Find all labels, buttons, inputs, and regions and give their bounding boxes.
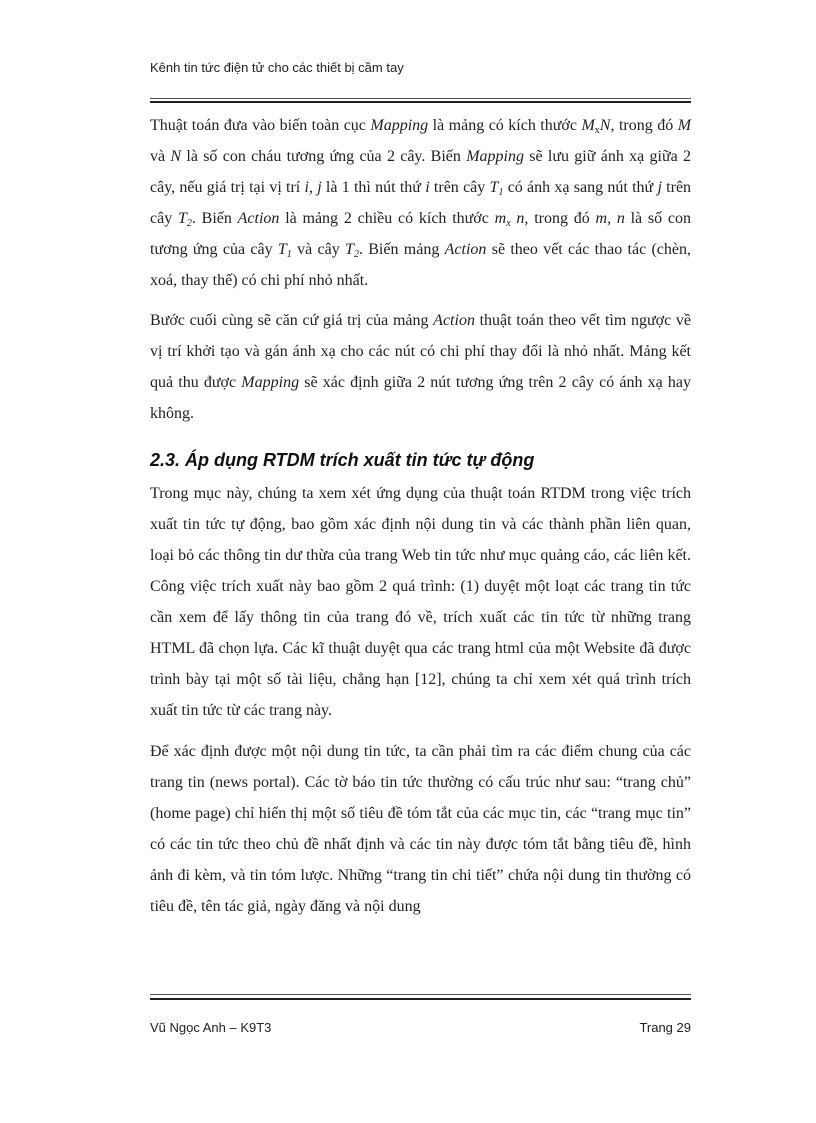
paragraph-news-structure: Để xác định được một nội dung tin tức, ta cần phải tìm ra các điểm chung của các trang tin (news portal). Các tờ báo tin tức thường có cấu trúc như sau: “trang chủ” (home page) chỉ hiển thị một số tiêu đề tóm tắt của các mục tin, các “trang mục tin” có các tin tức theo chủ đề nhất định và các tin này được tóm tắt bằng tiêu đề, hình ảnh đi kèm, và tin tóm lược. Những “trang tin chi tiết” chứa nội dung tin thường có tiêu đề, tên tác giả, ngày đăng và nội dung (150, 743, 691, 915)
paragraph-final-step: Bước cuối cùng sẽ căn cứ giá trị của mảng Action thuật toán theo vết tìm ngược về vị trí khởi tạo và gán ánh xạ cho các nút có chi phí thay đổi là nhỏ nhất. Mảng kết quả thu được Mapping sẽ xác định giữa 2 nút tương ứng trên 2 cây có ánh xạ hay không. (150, 312, 692, 422)
header-rule-thick (150, 101, 691, 103)
paragraph-group-3 (150, 478, 691, 726)
paragraph-mapping: Thuật toán đưa vào biến toàn cục Mapping là mảng có kích thước $M_xN$, trong đó M và N là số con cháu tương ứng của 2 cây. Biến Mapping sẽ lưu giữ ánh xạ giữa 2 cây, nếu giá trị tại vị trí i, j là 1 thì nút thứ i trên cây $T_1$ có ánh xạ sang nút thứ j trên cây $T_2$. Biến Action là mảng 2 chiều có kích thước $m_x$ n, trong đó m, n là số con tương ứng của cây $T_1$ và cây $T_2$. Biến mảng Action sẽ theo vết các thao tác (chèn, xoá, thay thế) có chi phí nhỏ nhất. (150, 117, 692, 289)
running-header: Kênh tin tức điện tử cho các thiết bị cầm tay (150, 60, 404, 75)
paragraph-group-2 (150, 305, 691, 429)
section-heading-wrap (150, 450, 691, 471)
paragraph-group-1 (150, 110, 691, 296)
paragraph-application: Trong mục này, chúng ta xem xét ứng dụng của thuật toán RTDM trong việc trích xuất tin tức tự động, bao gồm xác định nội dung tin và các thành phần liên quan, loại bỏ các thông tin dư thừa của trang Web tin tức như mục quảng cáo, các liên kết. Công việc trích xuất này bao gồm 2 quá trình: (1) duyệt một loạt các trang tin tức cần xem để lấy thông tin của trang đó về, trích xuất các tin tức từ những trang HTML đã chọn lựa. Các kĩ thuật duyệt qua các trang html của một Website đã được trình bày tại một số tài liệu, chẳng hạn [12], chúng ta chỉ xem xét quá trình trích xuất tin tức từ các trang này. (150, 485, 691, 719)
footer-rule-thick (150, 998, 691, 1000)
footer-rule-thin (150, 994, 691, 995)
paragraph-group-4 (150, 736, 691, 922)
section-heading: 2.3. Áp dụng RTDM trích xuất tin tức tự động (150, 450, 535, 470)
footer-author: Vũ Ngọc Anh – K9T3 (150, 1020, 272, 1035)
page-number: Trang 29 (639, 1020, 691, 1035)
header-rule-thin (150, 98, 691, 99)
